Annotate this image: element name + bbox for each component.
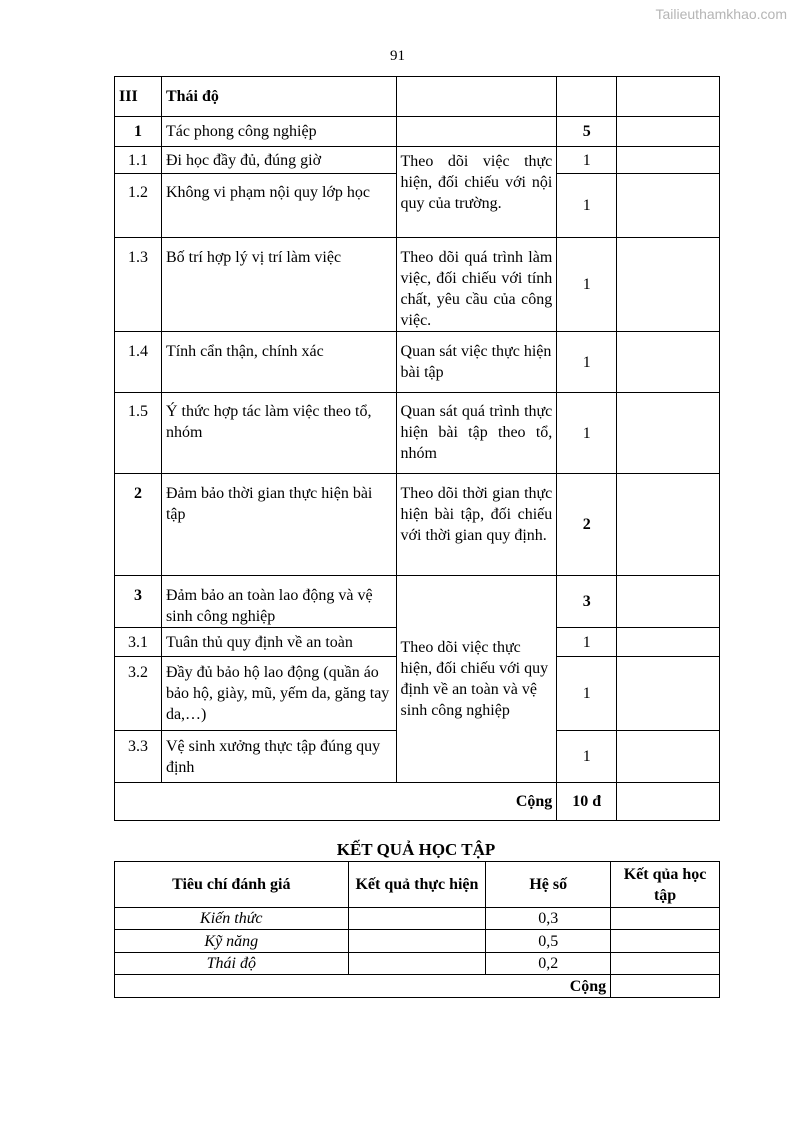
row-number: 3.2 xyxy=(115,657,162,731)
row-number: 1.1 xyxy=(115,147,162,174)
row-score: 1 xyxy=(557,657,617,731)
row-criteria: Tác phong công nghiệp xyxy=(161,117,396,147)
row-method: Theo dõi thời gian thực hiện bài tập, đối chiếu với thời gian quy định. xyxy=(396,474,557,576)
table-row xyxy=(115,393,720,474)
row-criteria: Bố trí hợp lý vị trí làm việc xyxy=(161,238,396,332)
row-number: 3.1 xyxy=(115,628,162,657)
section-code: III xyxy=(115,77,162,117)
table-row xyxy=(115,576,720,628)
result-title: KẾT QUẢ HỌC TẬP xyxy=(336,840,496,859)
result-coefficient: 0,2 xyxy=(486,953,611,975)
row-score: 1 xyxy=(557,628,617,657)
row-number: 3 xyxy=(115,576,162,628)
result-total-label: Cộng xyxy=(115,975,611,998)
row-method: Quan sát quá trình thực hiện bài tập theo tổ, nhóm xyxy=(396,393,557,474)
row-score: 1 xyxy=(557,731,617,783)
watermark: Tailieuthamkhao.com xyxy=(655,6,787,22)
row-method: Theo dõi việc thực hiện, đối chiếu với quy định về an toàn và vệ sinh công nghiệp xyxy=(396,576,557,783)
result-coefficient: 0,3 xyxy=(486,908,611,930)
row-criteria: Ý thức hợp tác làm việc theo tổ, nhóm xyxy=(161,393,396,474)
result-header-row xyxy=(115,862,720,908)
row-criteria: Đảm bảo thời gian thực hiện bài tập xyxy=(161,474,396,576)
row-number: 2 xyxy=(115,474,162,576)
table-row xyxy=(115,474,720,576)
total-value: 10 đ xyxy=(557,783,617,821)
page-number: 91 xyxy=(390,48,405,64)
row-score: 2 xyxy=(557,474,617,576)
row-number: 1.4 xyxy=(115,332,162,393)
row-number: 1.3 xyxy=(115,238,162,332)
row-score: 1 xyxy=(557,147,617,174)
section-title: Thái độ xyxy=(161,77,396,117)
total-label: Cộng xyxy=(115,783,557,821)
row-score: 3 xyxy=(557,576,617,628)
header-performance: Kết quả thực hiện xyxy=(348,862,486,908)
row-score: 5 xyxy=(557,117,617,147)
row-score: 1 xyxy=(557,332,617,393)
table-row xyxy=(115,930,720,953)
section-header-row xyxy=(115,77,720,117)
row-number: 1 xyxy=(115,117,162,147)
assessment-table xyxy=(114,76,720,821)
row-score: 1 xyxy=(557,174,617,238)
header-coefficient: Hệ số xyxy=(486,862,611,908)
row-criteria: Vệ sinh xưởng thực tập đúng quy định xyxy=(161,731,396,783)
header-learning-result: Kết qủa học tập xyxy=(611,862,720,908)
row-score: 1 xyxy=(557,393,617,474)
table-row xyxy=(115,117,720,147)
row-number: 3.3 xyxy=(115,731,162,783)
row-criteria: Không vi phạm nội quy lớp học xyxy=(161,174,396,238)
row-number: 1.2 xyxy=(115,174,162,238)
total-row xyxy=(115,783,720,821)
table-row xyxy=(115,953,720,975)
header-criteria: Tiêu chí đánh giá xyxy=(115,862,349,908)
row-number: 1.5 xyxy=(115,393,162,474)
row-score: 1 xyxy=(557,238,617,332)
result-criteria: Thái độ xyxy=(115,953,349,975)
table-row xyxy=(115,238,720,332)
result-total-row xyxy=(115,975,720,998)
result-coefficient: 0,5 xyxy=(486,930,611,953)
row-method: Quan sát việc thực hiện bài tập xyxy=(396,332,557,393)
row-criteria: Đảm bảo an toàn lao động và vệ sinh công nghiệp xyxy=(161,576,396,628)
row-criteria: Đi học đầy đủ, đúng giờ xyxy=(161,147,396,174)
row-criteria: Đầy đủ bảo hộ lao động (quần áo bảo hộ, giày, mũ, yếm da, găng tay da,…) xyxy=(161,657,396,731)
result-table xyxy=(114,861,720,998)
row-criteria: Tuân thủ quy định về an toàn xyxy=(161,628,396,657)
table-row xyxy=(115,908,720,930)
table-row xyxy=(115,147,720,174)
table-row xyxy=(115,332,720,393)
row-criteria: Tính cẩn thận, chính xác xyxy=(161,332,396,393)
result-criteria: Kiến thức xyxy=(115,908,349,930)
row-method: Theo dõi quá trình làm việc, đối chiếu với tính chất, yêu cầu của công việc. xyxy=(396,238,557,332)
result-criteria: Kỹ năng xyxy=(115,930,349,953)
row-method: Theo dõi việc thực hiện, đối chiếu với nội quy của trường. xyxy=(396,147,557,238)
